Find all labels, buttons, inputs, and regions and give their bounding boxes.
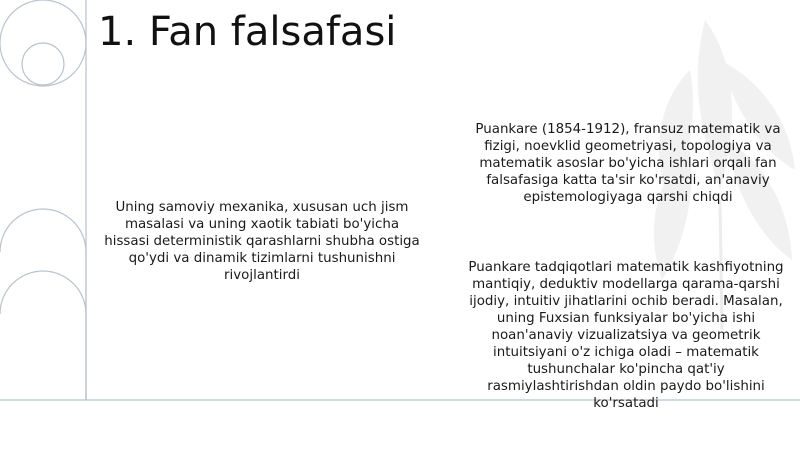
deco-circle-small	[22, 43, 64, 85]
paragraph-poincare-intro: Puankare (1854-1912), fransuz matematik va fizigi, noevklid geometriyasi, topologiya va matematik asoslar bo'yicha ishlari orqali fan falsafasiga katta ta'sir ko'rsatdi, an'anaviy epistemologiyaga qarshi chiqdi	[475, 122, 781, 205]
paragraph-poincare-research: Puankare tadqiqotlari matematik kashfiyotning mantiqiy, deduktiv modellarga qarama-qarshi ijodiy, intuitiv jihatlarini ochib beradi. Masalan, uning Fuxsian funksiyalar bo'yicha ishi noan'anaviy vizualizatsiya va geometrik intuitsiyani o'z ichiga oladi – matematik tushunchalar ko'pincha qat'iy rasmiylashtirishdan oldin paydo bo'lishini ko'rsatadi	[468, 260, 784, 411]
paragraph-celestial-mechanics: Uning samoviy mexanika, xususan uch jism masalasi va uning xaotik tabiati bo'yicha hissasi deterministik qarashlarni shubha ostiga qo'ydi va dinamik tizimlarni tushunishni rivojlantirdi	[104, 200, 420, 283]
deco-arch-upper	[0, 209, 86, 400]
deco-arch-lower	[0, 271, 86, 400]
slide-title: 1. Fan falsafasi	[98, 9, 397, 55]
